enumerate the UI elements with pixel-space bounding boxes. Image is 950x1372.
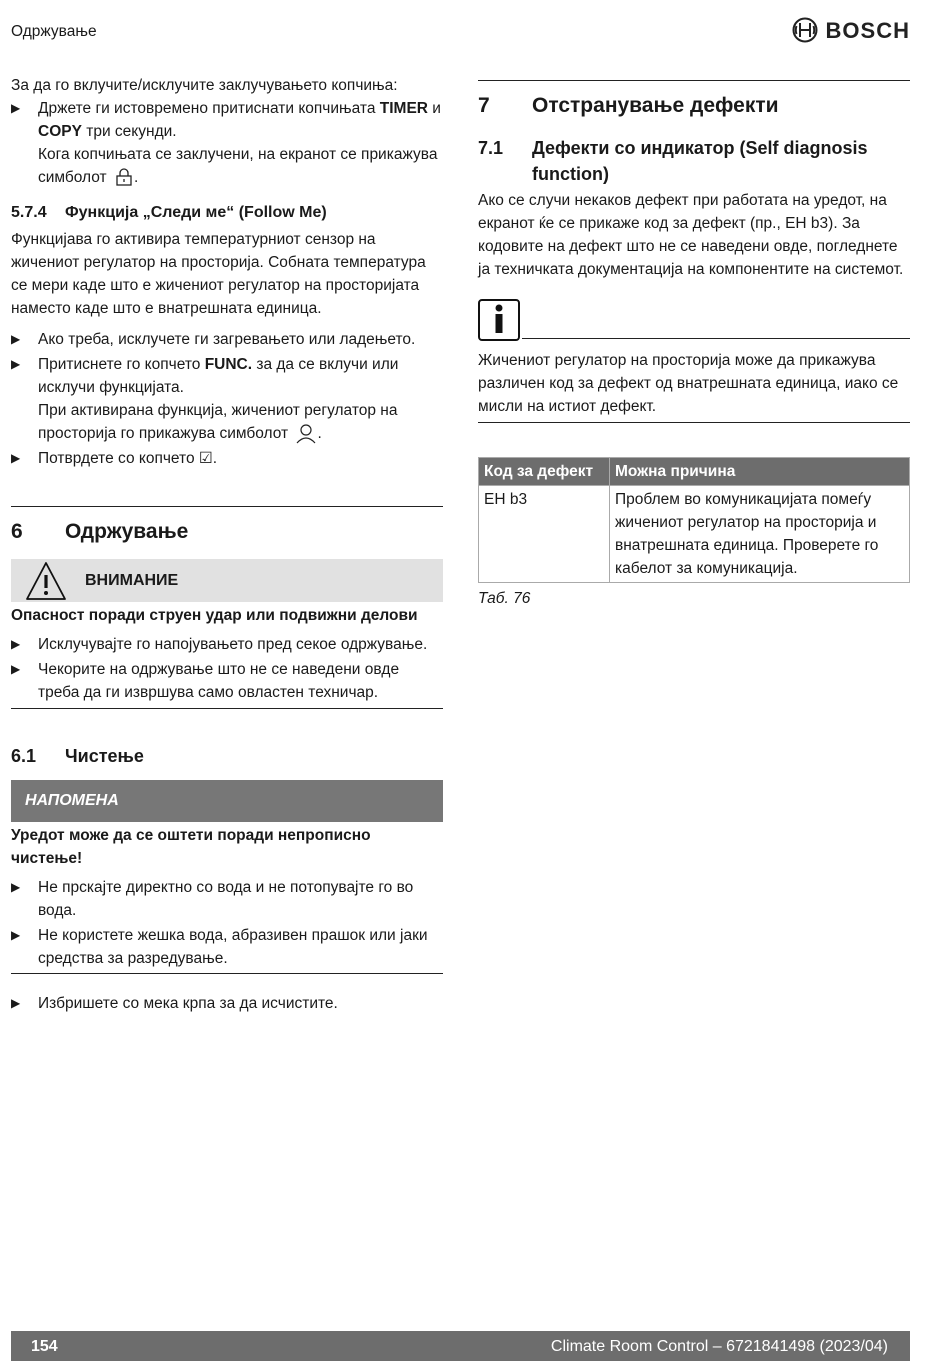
section-title: Одржување <box>65 520 189 543</box>
section-number: 7 <box>478 94 490 117</box>
divider <box>522 338 910 339</box>
section-7-1-heading <box>478 135 910 187</box>
section-number: 6 <box>11 520 23 543</box>
table-caption: Таб. 76 <box>478 590 531 607</box>
list-item <box>11 447 443 470</box>
fault-cause-cell: Проблем во комуникацијата помеѓу жичениот регулатор на просторија и внатрешната единица. Проверете го кабелот за комуникација. <box>610 486 910 583</box>
info-box-header <box>478 299 910 341</box>
notice-box: НАПОМЕНА <box>11 780 443 822</box>
func-key-label: FUNC. <box>204 356 253 373</box>
copy-key-label: COPY <box>38 123 82 140</box>
section-number: 6.1 <box>11 746 37 766</box>
section-6-1-heading <box>11 745 443 768</box>
list-item <box>11 328 443 351</box>
section-title: Дефекти со индикатор (Self diagnosis function) <box>532 138 868 184</box>
list-item <box>11 992 443 1015</box>
list-item-text: Не користете жешка вода, абразивен прашок или јаки средства за разредување. <box>38 927 428 967</box>
caution-box <box>11 559 443 602</box>
list-item-text: . <box>133 169 139 186</box>
list-item-text: Ако треба, исклучете ги загревањето или ладењето. <box>38 331 416 348</box>
list-item-text: Избришете со мека крпа за да исчистите. <box>38 995 338 1012</box>
list-item <box>11 633 443 656</box>
person-icon <box>295 422 317 444</box>
info-icon <box>478 299 520 341</box>
caution-label: ВНИМАНИЕ <box>85 572 179 589</box>
troubleshooting-paragraph: Ако се случи некаков дефект при работата на уредот, на екранот ќе се прикаже код за дефект (пр., EH b3). За кодовите на дефект што не се наведени овде, погледнете ја техничката документација на компонентите на системот. <box>478 192 904 278</box>
list-item-text: Потврдете со копчето ☑. <box>38 450 218 467</box>
list-item-text: симболот <box>38 169 107 186</box>
warning-triangle-icon <box>25 561 67 601</box>
fault-code-table <box>478 457 910 583</box>
document-reference: Climate Room Control – 6721841498 (2023/04) <box>550 1338 888 1355</box>
section-title: Чистење <box>65 746 144 766</box>
timer-key-label: TIMER <box>379 100 428 117</box>
section-title: Отстранување дефекти <box>532 94 779 117</box>
section-number: 7.1 <box>478 138 504 158</box>
section-5-7-4-heading <box>11 201 443 224</box>
list-item-text: Притиснете го копчето <box>38 356 205 373</box>
fault-code-cell: EH b3 <box>479 486 610 583</box>
list-item-text: При активирана функција, жичениот регулатор на просторија го прикажува симболот <box>38 402 398 442</box>
lock-icon <box>114 167 134 187</box>
list-item-text: за да се вклучи или исклучи функцијата. <box>38 356 399 396</box>
info-text: Жичениот регулатор на просторија може да прикажува различен код за дефект од внатрешната единица, иако се мисли на истиот дефект. <box>478 352 899 415</box>
table-row <box>479 486 910 583</box>
left-column <box>11 74 443 1015</box>
divider <box>478 422 910 423</box>
bullet-arrow-icon: ▶ <box>11 928 21 942</box>
list-item-text: три секунди. <box>81 123 177 140</box>
lock-intro: За да го вклучите/исклучите заклучувањето копчиња: <box>11 77 398 94</box>
list-item-text: Чекорите на одржување што не се наведени овде треба да ги извршува само овластен техничар. <box>38 661 400 701</box>
bullet-arrow-icon: ▶ <box>11 996 21 1010</box>
bullet-arrow-icon: ▶ <box>11 662 21 676</box>
list-item <box>11 876 443 922</box>
page-header-title: Одржување <box>11 23 97 40</box>
list-item <box>11 97 443 189</box>
bullet-arrow-icon: ▶ <box>11 880 21 894</box>
list-item <box>11 924 443 973</box>
section-title: Функција „Следи ме“ (Follow Me) <box>65 204 327 221</box>
bullet-arrow-icon: ▶ <box>11 451 21 465</box>
list-item-text: Не прскајте директно со вода и не потопувајте го во вода. <box>38 879 414 919</box>
list-item-text: Исклучувајте го напојувањето пред секое одржување. <box>38 636 428 653</box>
bullet-arrow-icon: ▶ <box>11 357 21 371</box>
divider <box>11 708 443 709</box>
notice-heading: Уредот може да се оштети поради непрописно чистење! <box>11 827 371 867</box>
section-7-heading <box>478 80 910 121</box>
section-6-heading <box>11 506 443 547</box>
list-item <box>11 353 443 445</box>
bosch-logo <box>792 17 910 43</box>
right-column <box>478 80 910 610</box>
bullet-arrow-icon: ▶ <box>11 637 21 651</box>
bullet-arrow-icon: ▶ <box>11 101 21 115</box>
section-number: 5.7.4 <box>11 204 47 221</box>
list-item-text: и <box>427 100 441 117</box>
page-number: 154 <box>31 1338 58 1355</box>
column-header: Можна причина <box>610 458 910 486</box>
follow-me-paragraph: Функцијава го активира температурниот сензор на жичениот регулатор на просторија. Собната температура се мери каде што е жичениот регулатор на просторијата наместо каде што е внатрешната единица. <box>11 231 426 317</box>
brand-name: BOSCH <box>825 17 910 43</box>
list-item <box>11 658 443 708</box>
list-item-text: . <box>317 425 322 442</box>
list-item-text: Кога копчињата се заклучени, на екранот се прикажува <box>38 146 438 163</box>
column-header: Код за дефект <box>479 458 610 486</box>
divider <box>11 973 443 974</box>
caution-heading: Опасност поради струен удар или подвижни делови <box>11 607 418 624</box>
bosch-armature-icon <box>792 17 818 43</box>
list-item-text: Држете ги истовремено притиснати копчињата <box>38 100 380 117</box>
page-footer <box>11 1331 910 1361</box>
table-header-row <box>479 458 910 486</box>
bullet-arrow-icon: ▶ <box>11 332 21 346</box>
